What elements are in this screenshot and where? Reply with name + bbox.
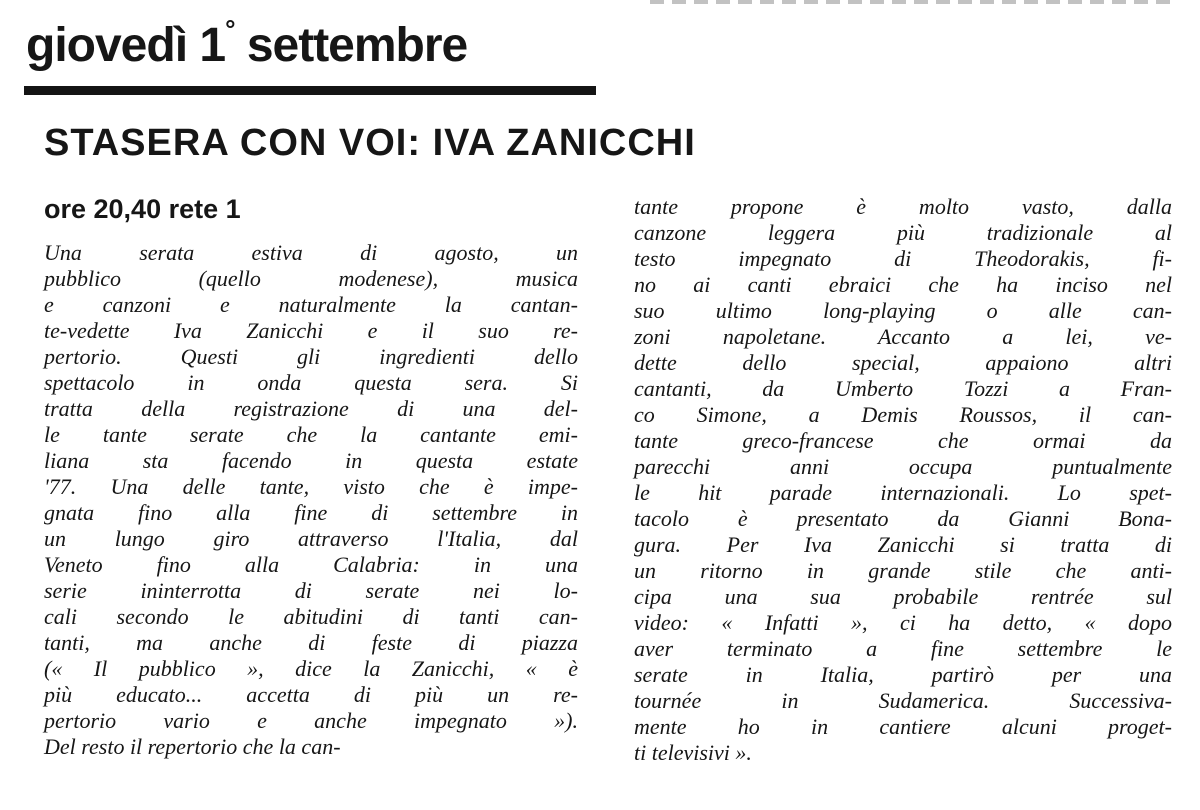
text-line: te-vedette Iva Zanicchi e il suo re- [44,318,578,343]
text-line: cantanti, da Umberto Tozzi a Fran- [634,376,1172,401]
text-line: cali secondo le abitudini di tanti can- [44,604,578,629]
text-line: pubblico (quello modenese), musica [44,266,578,291]
date-month: settembre [246,19,468,72]
text-line: video: « Infatti », ci ha detto, « dopo [634,610,1172,635]
text-line: un lungo giro attraverso l'Italia, dal [44,526,578,551]
text-line: Del resto il repertorio che la can- [44,734,341,759]
text-line: tacolo è presentato da Gianni Bona- [634,506,1172,531]
text-line: pertorio vario e anche impegnato »). [44,708,578,733]
text-line: Veneto fino alla Calabria: in una [44,552,578,577]
text-line: no ai canti ebraici che ha inciso nel [634,272,1172,297]
article-headline: STASERA CON VOI: IVA ZANICCHI [44,122,696,164]
text-line: tante propone è molto vasto, dalla [634,194,1172,219]
text-line: canzone leggera più tradizionale al [634,220,1172,245]
text-line: co Simone, a Demis Roussos, il can- [634,402,1172,427]
article-column-2 [634,194,1172,766]
broadcast-time: ore 20,40 rete 1 [44,194,241,224]
text-line: suo ultimo long-playing o alle can- [634,298,1172,323]
date-heading [26,14,468,72]
cropped-text-fragment [650,0,1170,4]
heading-rule [24,86,596,95]
text-line: parecchi anni occupa puntualmente [634,454,1172,479]
article-column-1 [44,240,578,760]
text-line: (« Il pubblico », dice la Zanicchi, « è [44,656,578,681]
text-line: liana sta facendo in questa estate [44,448,578,473]
text-line: spettacolo in onda questa sera. Si [44,370,578,395]
text-line: serate in Italia, partirò per una [634,662,1172,687]
text-line: e canzoni e naturalmente la cantan- [44,292,578,317]
ordinal-degree: ° [225,14,235,44]
text-line: cipa una sua probabile rentrée sul [634,584,1172,609]
date-day: giovedì 1 [26,19,226,72]
text-line: tante greco-francese che ormai da [634,428,1172,453]
text-line: '77. Una delle tante, visto che è impe- [44,474,578,499]
text-line: Una serata estiva di agosto, un [44,240,578,265]
text-line: gura. Per Iva Zanicchi si tratta di [634,532,1172,557]
text-line: tratta della registrazione di una del- [44,396,578,421]
text-line: mente ho in cantiere alcuni proget- [634,714,1172,739]
text-line: tournée in Sudamerica. Successiva- [634,688,1172,713]
text-line: testo impegnato di Theodorakis, fi- [634,246,1172,271]
text-line: gnata fino alla fine di settembre in [44,500,578,525]
text-line: pertorio. Questi gli ingredienti dello [44,344,578,369]
text-line: zoni napoletane. Accanto a lei, ve- [634,324,1172,349]
text-line: dette dello special, appaiono altri [634,350,1172,375]
text-line: tanti, ma anche di feste di piazza [44,630,578,655]
text-line: aver terminato a fine settembre le [634,636,1172,661]
text-line: le hit parade internazionali. Lo spet- [634,480,1172,505]
text-line: ti televisivi ». [634,740,752,765]
text-line: un ritorno in grande stile che anti- [634,558,1172,583]
text-line: più educato... accetta di più un re- [44,682,578,707]
text-line: le tante serate che la cantante emi- [44,422,578,447]
text-line: serie ininterrotta di serate nei lo- [44,578,578,603]
